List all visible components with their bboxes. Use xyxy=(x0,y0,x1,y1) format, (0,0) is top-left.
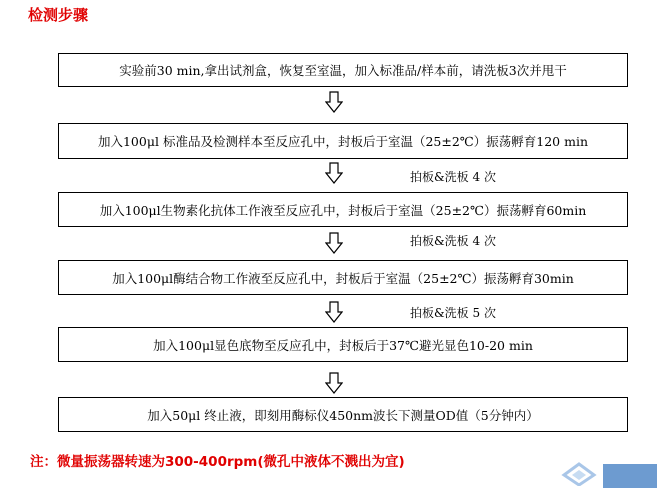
corner-block xyxy=(603,464,657,488)
diamond-logo-icon xyxy=(560,462,598,486)
down-arrow-icon xyxy=(325,301,343,323)
step-box-5: 加入100μl显色底物至反应孔中，封板后于37℃避光显色10-20 min xyxy=(58,327,628,362)
wash-note-2: 拍板&洗板 4 次 xyxy=(410,234,496,248)
step-box-2: 加入100μl 标准品及检测样本至反应孔中，封板后于室温（25±2℃）振荡孵育120 min xyxy=(58,123,628,159)
down-arrow-icon xyxy=(325,372,343,394)
step-box-6: 加入50μl 终止液，即刻用酶标仪450nm波长下测量OD值（5分钟内） xyxy=(58,397,628,432)
page-title: 检测步骤 xyxy=(28,6,89,24)
step-box-4: 加入100μl酶结合物工作液至反应孔中，封板后于室温（25±2℃）振荡孵育30min xyxy=(58,260,628,295)
down-arrow-icon xyxy=(325,162,343,184)
down-arrow-icon xyxy=(325,232,343,254)
wash-note-3: 拍板&洗板 5 次 xyxy=(410,306,496,320)
wash-note-1: 拍板&洗板 4 次 xyxy=(410,170,496,184)
footnote: 注：微量振荡器转速为300-400rpm(微孔中液体不溅出为宜) xyxy=(30,454,405,470)
down-arrow-icon xyxy=(325,91,343,113)
step-box-3: 加入100μl生物素化抗体工作液至反应孔中，封板后于室温（25±2℃）振荡孵育60min xyxy=(58,192,628,227)
step-box-1: 实验前30 min,拿出试剂盒，恢复至室温，加入标准品/样本前，请洗板3次并甩干 xyxy=(58,53,628,87)
